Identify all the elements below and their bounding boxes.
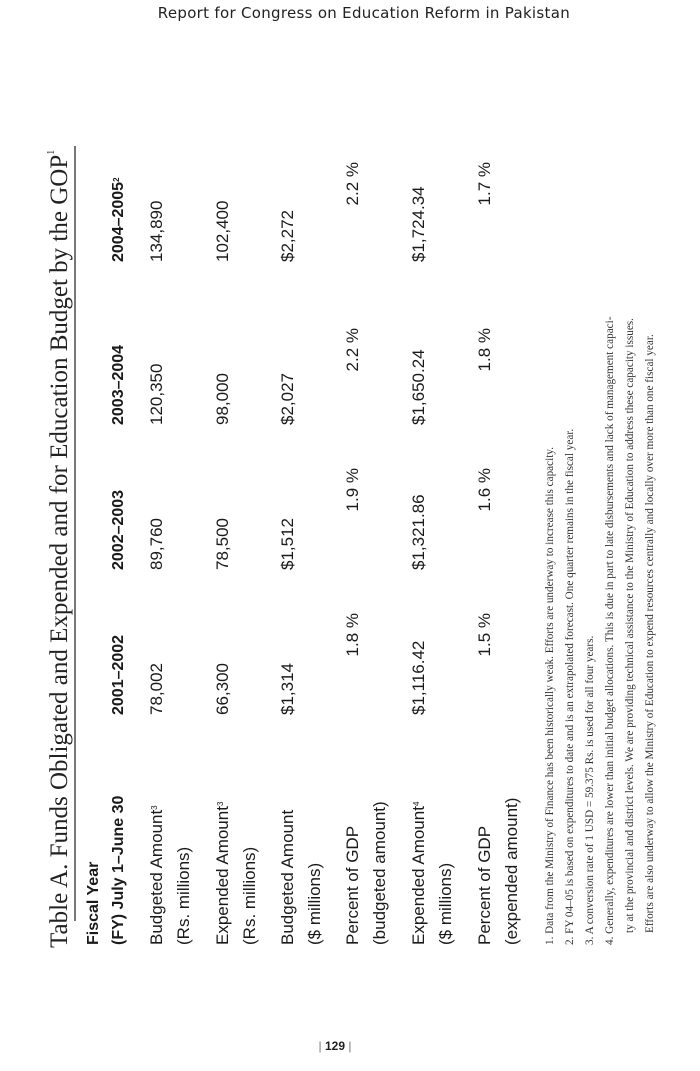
footnote-4: 4. Generally, expenditures are lower than initial budget allocations. This is due in part to late disbursements and lack of management capaci- xyxy=(604,316,616,945)
row-sublabel: (Rs. millions) xyxy=(174,846,193,945)
footnote-2: 2. FY 04–05 is based on expenditures to date and is an extrapolated forecast. One quarter remains in the fiscal year. xyxy=(564,428,576,945)
row-label: Percent of GDP xyxy=(343,825,362,945)
table-cell: 78,002 xyxy=(147,663,166,715)
footnote-4-cont: ty at the provincial and district levels. We are providing technical assistance to the Ministry of Education to address these capacity issues. xyxy=(624,318,636,933)
table-cell: 78,500 xyxy=(213,518,232,570)
page-number: | 129 | xyxy=(318,1039,352,1053)
table-cell: $1,116.42 xyxy=(409,640,428,715)
row-sublabel: (Rs. millions) xyxy=(240,846,259,945)
table-cell: $1,650.24 xyxy=(409,349,428,425)
year-footnote-ref: 2 xyxy=(112,177,121,182)
table-cell: $1,314 xyxy=(278,663,297,715)
title-rule xyxy=(74,146,76,921)
table-cell: 66,300 xyxy=(213,663,232,715)
row-label: Budgeted Amount xyxy=(278,809,297,945)
table-cell: 98,000 xyxy=(213,373,232,425)
table-cell: 1.6 % xyxy=(475,468,494,512)
table-title xyxy=(46,142,74,948)
table-cell: 134,890 xyxy=(147,200,166,262)
table-cell: 102,400 xyxy=(213,200,232,262)
row-sublabel: ($ millions) xyxy=(305,862,324,945)
header-year-2004 xyxy=(108,177,130,262)
row-sublabel: (expended amount) xyxy=(502,797,521,945)
table-cell: 1.9 % xyxy=(343,468,362,512)
table-cell: $2,272 xyxy=(278,210,297,262)
table-cell: $2,027 xyxy=(278,373,297,425)
table-cell: $1,512 xyxy=(278,518,297,570)
row-label: Budgeted Amount$^3$ xyxy=(147,805,166,945)
table-cell: 1.8 % xyxy=(343,613,362,657)
table-cell: 1.8 % xyxy=(475,328,494,372)
header-year-2004-text: 2004–2005 xyxy=(110,181,127,262)
header-year-2001: 2001–2002 xyxy=(110,634,127,715)
footnote-3: 3. A conversion rate of 1 USD = 59.375 Rs. is used for all four years. xyxy=(584,635,596,945)
rotated-table-page xyxy=(40,142,680,948)
table-cell: 1.5 % xyxy=(475,613,494,657)
header-year-2003: 2003–2004 xyxy=(110,344,127,425)
row-label: Expended Amount$^3$ xyxy=(213,801,232,945)
table-cell: 2.2 % xyxy=(343,328,362,372)
table-cell: $1,321.86 xyxy=(409,494,428,570)
header-label-line2: (FY) July 1–June 30 xyxy=(110,795,127,945)
header-label-line1: Fiscal Year xyxy=(85,861,102,945)
row-sublabel: (budgeted amount) xyxy=(370,801,389,945)
title-footnote-ref: 1 xyxy=(46,149,57,155)
table-title-text: Table A. Funds Obligated and Expended and for Education Budget by the GOP xyxy=(46,154,73,948)
table-cell: $1,724.34 xyxy=(409,186,428,262)
table-cell: 89,760 xyxy=(147,518,166,570)
row-label: Expended Amount$^4$ xyxy=(409,801,428,945)
table-cell: 1.7 % xyxy=(475,162,494,206)
running-head: Report for Congress on Education Reform in Pakistan xyxy=(157,4,570,22)
row-label: Percent of GDP xyxy=(475,825,494,945)
table-footnotes xyxy=(540,145,660,945)
footnote-1: 1. Data from the Ministry of Finance has been historically weak. Efforts are underway to increase this capacity. xyxy=(544,447,556,945)
table-cell: 2.2 % xyxy=(343,162,362,206)
header-year-2002: 2002–2003 xyxy=(110,489,127,570)
row-sublabel: ($ millions) xyxy=(436,862,455,945)
footnote-4-cont: Efforts are also underway to allow the Ministry of Education to expend resources centrally and locally over more than one fiscal year. xyxy=(644,334,656,933)
table-cell: 120,350 xyxy=(147,363,166,425)
